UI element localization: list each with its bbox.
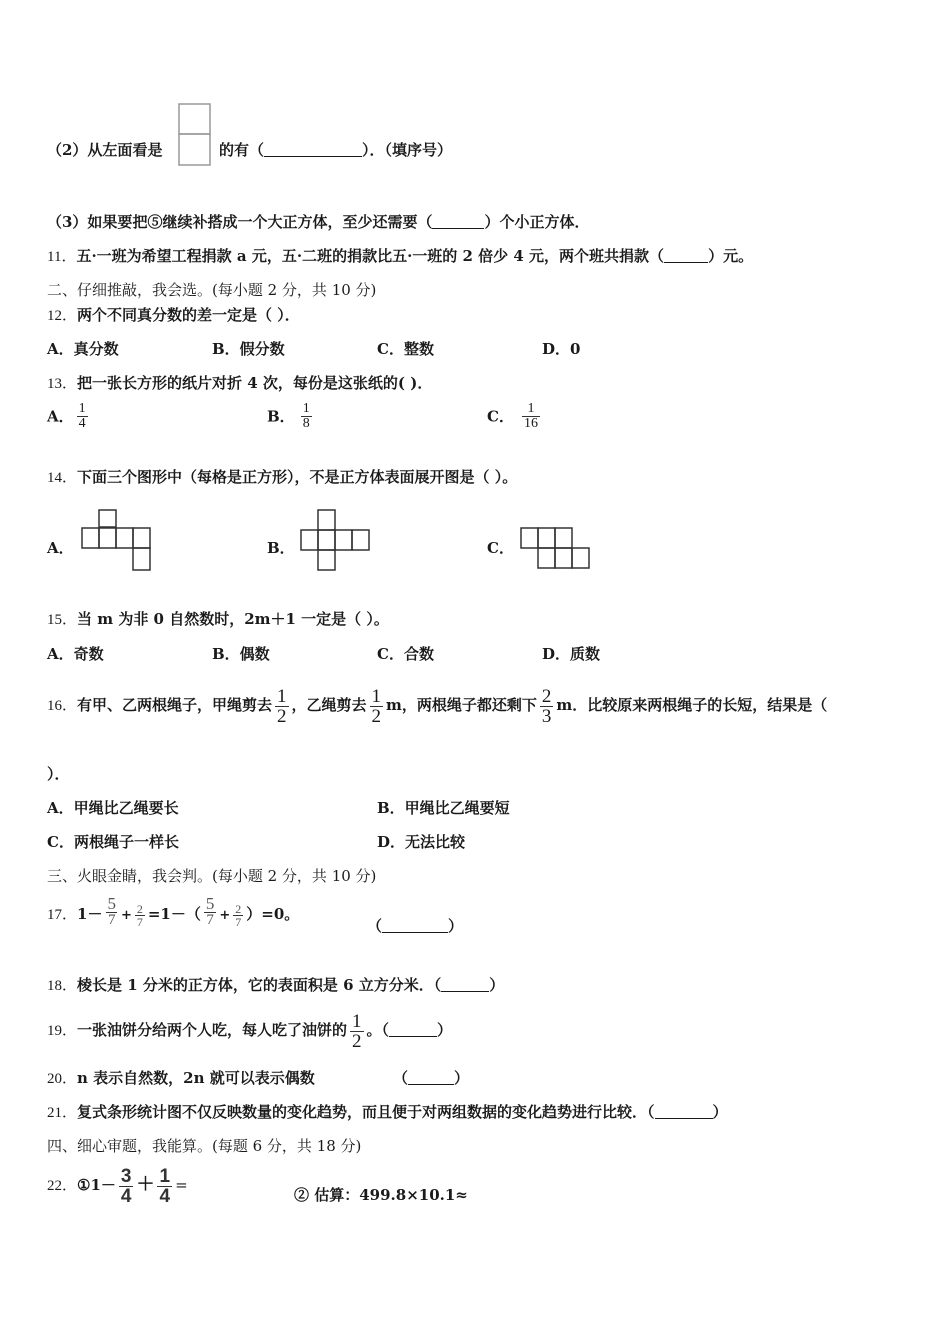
fraction: $\frac{2}{7}$: [235, 901, 242, 929]
answer-blank[interactable]: [664, 248, 708, 263]
q13: 13．把一张长方形的纸片对折 4 次，每份是这张纸的( )．: [47, 374, 433, 392]
q18: 18．棱长是 1 分米的正方体，它的表面积是 6 立方分米．（ ）: [47, 976, 505, 994]
q10-part2: [47, 140, 162, 160]
q15-option-c[interactable]: C．合数: [377, 645, 434, 663]
cube-net-a: [80, 509, 154, 573]
section-3-title: 三、火眼金睛，我会判。(每小题 2 分，共 10 分): [47, 867, 377, 885]
q16-option-a[interactable]: A．甲绳比乙绳要长: [47, 799, 179, 817]
q17-answer: （ ）: [367, 917, 464, 935]
answer-blank[interactable]: [408, 1070, 454, 1085]
q13-option-a[interactable]: A． $\frac{1}{4}$: [47, 401, 86, 431]
q12-option-a[interactable]: A．真分数: [47, 340, 119, 358]
fraction: $\frac{1}{4}$: [159, 1165, 171, 1207]
q16-option-c[interactable]: C．两根绳子一样长: [47, 833, 179, 851]
q17: 17．1－ $\frac{5}{7}$ + $\frac{2}{7}$ =1－（ $\frac{5}{7}$ + $\frac{2}{7}$ ）=0。: [47, 893, 300, 929]
q20: 20．n 表示自然数，2n 就可以表示偶数: [47, 1069, 315, 1087]
answer-blank[interactable]: [264, 142, 362, 157]
q12: 12．两个不同真分数的差一定是（ ）．: [47, 306, 300, 324]
q10-part3: （3）如果要把⑤继续补搭成一个大正方体，至少还需要（ ）个小正方体．: [47, 213, 590, 231]
q15-option-b[interactable]: B．偶数: [212, 645, 270, 663]
q21: 21．复式条形统计图不仅反映数量的变化趋势，而且便于对两组数据的变化趋势进行比较．（ ）: [47, 1103, 728, 1121]
fraction: $\frac{2}{7}$: [136, 901, 143, 929]
q14: 14．下面三个图形中（每格是正方形），不是正方体表面展开图是（ ）。: [47, 468, 518, 486]
fraction: $\frac{1}{8}$: [302, 401, 310, 431]
q22-estimate: ② 估算：499.8×10.1≈: [294, 1186, 468, 1204]
q10-part2-tail: 的有（ ）．（填序号）: [219, 141, 453, 159]
fraction: $\frac{1}{2}$: [371, 685, 382, 727]
q14-option-b[interactable]: B．: [267, 539, 295, 557]
q13-option-c[interactable]: C． $\frac{1}{16}$: [487, 401, 538, 431]
q12-option-d[interactable]: D．0: [542, 340, 581, 358]
q13-option-b[interactable]: B． $\frac{1}{8}$: [267, 401, 310, 431]
fraction: $\frac{5}{7}$: [205, 893, 215, 928]
q14-option-c[interactable]: C．: [487, 539, 514, 557]
q19: 19．一张油饼分给两个人吃，每人吃了油饼的 $\frac{1}{2}$ 。（ ）: [47, 1010, 453, 1052]
answer-blank[interactable]: [389, 1022, 437, 1037]
q20-answer: （ ）: [393, 1069, 470, 1087]
q16: 16．有甲、乙两根绳子，甲绳剪去 $\frac{1}{2}$ ，乙绳剪去 $\frac{1}{2}$ m，两根绳子都还剩下 $\frac{2}{3}$ m．比较原来两根绳子的长短，结果是（: [47, 685, 828, 727]
cube-net-c: [519, 526, 593, 572]
q12-option-c[interactable]: C．整数: [377, 340, 434, 358]
answer-blank[interactable]: [382, 918, 448, 933]
q15-option-d[interactable]: D．质数: [542, 645, 601, 663]
q16-continuation: ）．: [47, 765, 70, 783]
q15: 15．当 m 为非 0 自然数时，2m＋1 一定是（ ）。: [47, 610, 389, 628]
fraction: $\frac{1}{2}$: [277, 685, 287, 727]
q10-part2-before: （2）从左面看是: [47, 141, 163, 159]
answer-blank[interactable]: [655, 1104, 713, 1119]
fraction: $\frac{1}{16}$: [523, 401, 538, 431]
q12-option-b[interactable]: B．假分数: [212, 340, 285, 358]
section-4-title: 四、细心审题，我能算。(每题 6 分，共 18 分): [47, 1137, 362, 1155]
answer-blank[interactable]: [441, 977, 489, 992]
cube-net-b: [299, 509, 373, 573]
left-view-figure: [178, 103, 212, 167]
q16-option-b[interactable]: B．甲绳比乙绳要短: [377, 799, 510, 817]
fraction: $\frac{5}{7}$: [107, 893, 116, 928]
answer-blank[interactable]: [432, 214, 484, 229]
fraction: $\frac{3}{4}$: [120, 1165, 132, 1207]
q11: 11．五·一班为希望工程捐款 a 元，五·二班的捐款比五·一班的 2 倍少 4 元，两个班共捐款（ ）元。: [47, 247, 754, 265]
fraction: $\frac{1}{4}$: [78, 401, 86, 431]
q22: 22．①1－ $\frac{3}{4}$ ＋ $\frac{1}{4}$ =: [47, 1165, 188, 1207]
q14-option-a[interactable]: A．: [47, 539, 74, 557]
fraction: $\frac{2}{3}$: [541, 685, 552, 727]
fraction: $\frac{1}{2}$: [352, 1010, 362, 1052]
q15-option-a[interactable]: A．奇数: [47, 645, 104, 663]
section-2-title: 二、仔细推敲，我会选。(每小题 2 分，共 10 分): [47, 281, 377, 299]
q16-option-d[interactable]: D．无法比较: [377, 833, 466, 851]
